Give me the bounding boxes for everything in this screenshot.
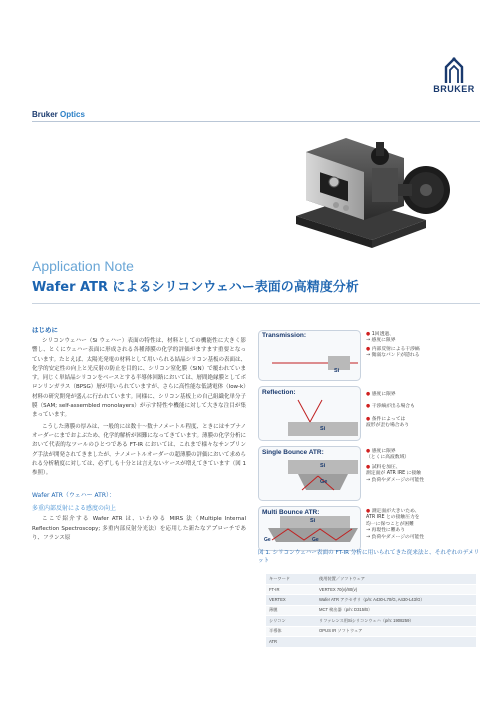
bullet-text: 1回透過、 → 感度に限界	[366, 332, 396, 344]
bullet-text: 測定面が大きいため、 ATR IRE との接触圧力を 均一に保つことが困難 → 再現性に難あり → 負荷やダメージの可能性	[366, 509, 425, 540]
bullets-reflection: ● 感度に限界 ● 干渉縞が出る場合も ● 条件によっては 波形が歪む場合あり	[366, 392, 415, 429]
table-row	[266, 626, 476, 637]
table-cell: ATR	[266, 637, 316, 648]
table-row	[266, 637, 476, 648]
table-row	[266, 616, 476, 627]
table-cell: MCT 検出器（p/n: D315/B）	[316, 605, 476, 616]
application-note-label: Application Note	[32, 258, 134, 274]
panel-title-multi-bounce: Multi Bounce ATR:	[262, 509, 320, 516]
table-cell: 半導体	[266, 626, 316, 637]
table-cell: OPUS IR ソフトウェア	[316, 626, 476, 637]
brand-name: BRUKER	[433, 84, 475, 94]
intro-paragraph-1: シリコンウェハー（Si ウェハー）表面の特性は、材料としての機能性に大きく影響し、とくにウェハー表面に形成される各種薄膜の化学的評価がますます重要となっています。たとえば、太陽光発電の材料として用いられる結晶シリコン基板の表面は、化学的安定性の向上と光反射の防止を目的に、シリコン窒化膜（SiN）で覆われています。同じく単結晶シリコンをベースとする半導体回路においては、層間絶縁膜としてボロンリンガラス（BPSG）層が用いられていますが、さらに高性能な低誘電体（low-k）材料の研究開発が盛んに行われています。同様に、シリコン基板上の自己組織化単分子膜（SAM; self-assembled monolayers）が示す特性や機能に対して大きな注目が集まっています。	[32, 338, 246, 419]
table-cell: 薄膜	[266, 605, 316, 616]
bullet-text: 感度に限界 （とくに高波数域）	[366, 449, 410, 461]
panel-label-ge-3: Ge	[312, 537, 319, 543]
panel-label-si-3: Si	[320, 463, 326, 469]
figure-1	[258, 330, 480, 570]
table-row	[266, 595, 476, 606]
panel-label-si-1: Si	[334, 368, 340, 374]
panel-label-ge-1: Ge	[320, 479, 328, 485]
table-cell: VERTEX 70(v)/80(v)	[316, 584, 476, 595]
table-cell: Wafer ATR アクセサリ（p/n: A430-L70/G, A430-L43/G）	[316, 595, 476, 606]
table-row	[266, 574, 476, 584]
table-cell	[316, 637, 476, 648]
header-divider	[32, 121, 480, 122]
panel-label-ge-2: Ge	[264, 537, 271, 543]
brand-line-main: Bruker	[32, 110, 58, 119]
page-title: Wafer ATR によるシリコンウェハー表面の高精度分析	[32, 280, 359, 295]
section2-heading: Wafer ATR（ウェハー ATR）：	[32, 492, 116, 500]
table-row	[266, 605, 476, 616]
bullets-single-bounce: ● 感度に限界 （とくに高波数域） ● 試料を加圧、 測定面が ATR IRE に接触 → 負荷やダメージの可能性	[366, 449, 425, 483]
table-cell: シリコン	[266, 616, 316, 627]
panel-title-transmission: Transmission:	[262, 332, 307, 339]
table-cell: FT-IR	[266, 584, 316, 595]
table-cell: キーワード	[266, 574, 316, 584]
section2-paragraph: ここで紹介する Wafer ATR は、いわゆる MIRS 法（Multiple Internal Reflection Spectroscopy; 多重内部反射分光法）を応用した新たなアプローチであり、フランス原	[32, 516, 246, 542]
body-column	[32, 325, 246, 545]
title-divider	[32, 303, 480, 304]
panel-label-si-2: Si	[320, 426, 326, 432]
brand-line-sub: Optics	[57, 110, 85, 119]
panel-title-single-bounce: Single Bounce ATR:	[262, 449, 324, 456]
bullets-multi-bounce: ● 測定面が大きいため、 ATR IRE との接触圧力を 均一に保つことが困難 → 再現性に難あり → 負荷やダメージの可能性	[366, 509, 425, 540]
panel-title-reflection: Reflection:	[262, 389, 296, 396]
section2-subheading: 多重内部反射による感度の向上	[32, 505, 117, 513]
keyword-equipment-table	[266, 574, 476, 648]
bullets-transmission: ● 1回透過、 → 感度に限界 ● 内部反射による干渉縞 → 微弱なバンドが隠れる	[366, 332, 420, 359]
table-cell: リファレンス用Siシリコンウェハ（p/n: 1908259）	[316, 616, 476, 627]
wafer-atr-product-photo	[276, 128, 462, 252]
bullet-text: 試料を加圧、 測定面が ATR IRE に接触 → 負荷やダメージの可能性	[366, 464, 425, 483]
table-cell: 使用装置／ソフトウェア	[316, 574, 476, 584]
table-row	[266, 584, 476, 595]
bullet-text: 内部反射による干渉縞 → 微弱なバンドが隠れる	[366, 346, 420, 359]
figure-1-caption: 図 1. シリコンウェハー表面の FT-IR 分析に用いられてきた従来法と、それぞれのデメリット	[258, 550, 480, 564]
intro-paragraph-2: こうした薄膜の厚みは、一般的には数十〜数ナノメートル程度、ときにはサブナノオーダーにまでおよぶため、化学的解析が困難になってきています。薄膜の化学分析において代表的なツールのひとつである FT-IR においては、これまで様々なサンプリング手法が開発されてきましたが、ナノメートルオーダーの超薄膜の評価において求められる分析精度に対しては、必ずしも十分とは言えないケースが増えてきています（図 1 参照）。	[32, 423, 246, 477]
brand-line	[32, 110, 85, 119]
bullet-text: 条件によっては 波形が歪む場合あり	[366, 416, 410, 429]
intro-heading: はじめに	[32, 326, 58, 334]
bullet-text: 感度に限界	[371, 392, 396, 397]
table-cell: VERTEX	[266, 595, 316, 606]
bullet-text: 干渉縞が出る場合も	[371, 404, 415, 410]
panel-label-si-4: Si	[310, 518, 316, 524]
